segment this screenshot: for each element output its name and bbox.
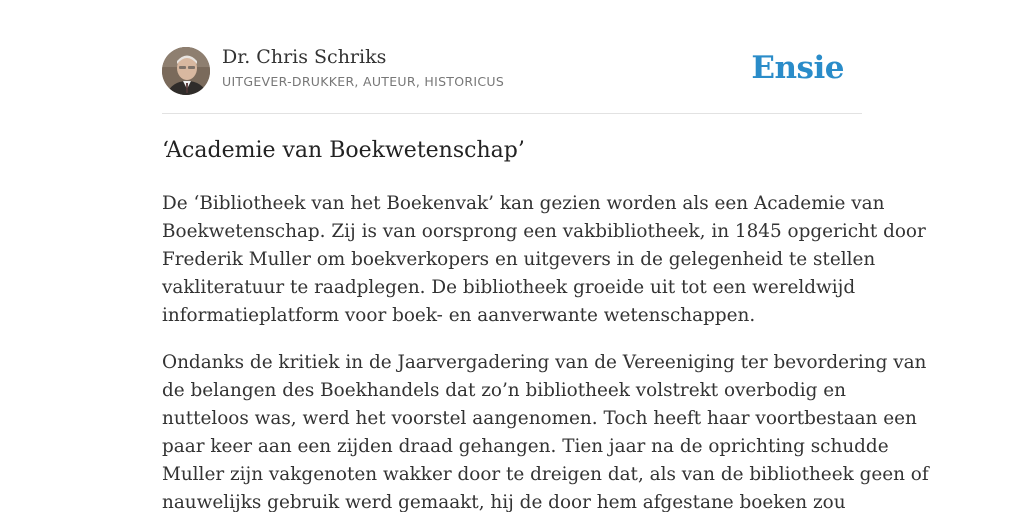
text-line: Ondanks de kritiek in de Jaarvergadering van de Vereeniging ter bevordering van	[162, 352, 927, 373]
text-line: Frederik Muller om boekverkopers en uitgevers in de gelegenheid te stellen	[162, 249, 876, 270]
text-line: Boekwetenschap. Zij is van oorsprong een vakbibliotheek, in 1845 opgericht door	[162, 221, 926, 242]
portrait-photo-icon	[162, 47, 210, 95]
text-line: nauwelijks gebruik werd gemaakt, hij de door hem afgestane boeken zou	[162, 492, 846, 512]
text-line: paar keer aan een zijden draad gehangen. Tien jaar na de oprichting schudde	[162, 436, 889, 457]
author-name[interactable]: Dr. Chris Schriks	[222, 46, 387, 68]
paragraph	[162, 349, 929, 512]
author-header	[162, 0, 862, 114]
author-role: UITGEVER-DRUKKER, AUTEUR, HISTORICUS	[222, 74, 505, 89]
text-line: De ‘Bibliotheek van het Boekenvak’ kan gezien worden als een Academie van	[162, 193, 885, 214]
article-page	[162, 0, 929, 512]
text-line: nutteloos was, werd het voorstel aangenomen. Toch heeft haar voortbestaan een	[162, 408, 917, 429]
article-body	[162, 190, 929, 512]
text-line: de belangen des Boekhandels dat zo’n bibliotheek volstrekt overbodig en	[162, 380, 846, 401]
text-line: vakliteratuur te raadplegen. De bibliotheek groeide uit tot een wereldwijd	[162, 277, 856, 298]
ensie-logo[interactable]: Ensie	[751, 50, 844, 86]
paragraph	[162, 190, 926, 330]
text-line: Muller zijn vakgenoten wakker door te dreigen dat, als van de bibliotheek geen of	[162, 464, 929, 485]
text-line: informatieplatform voor boek- en aanverwante wetenschappen.	[162, 305, 756, 326]
author-avatar[interactable]	[162, 47, 210, 95]
article-title: ‘Academie van Boekwetenschap’	[162, 138, 525, 163]
